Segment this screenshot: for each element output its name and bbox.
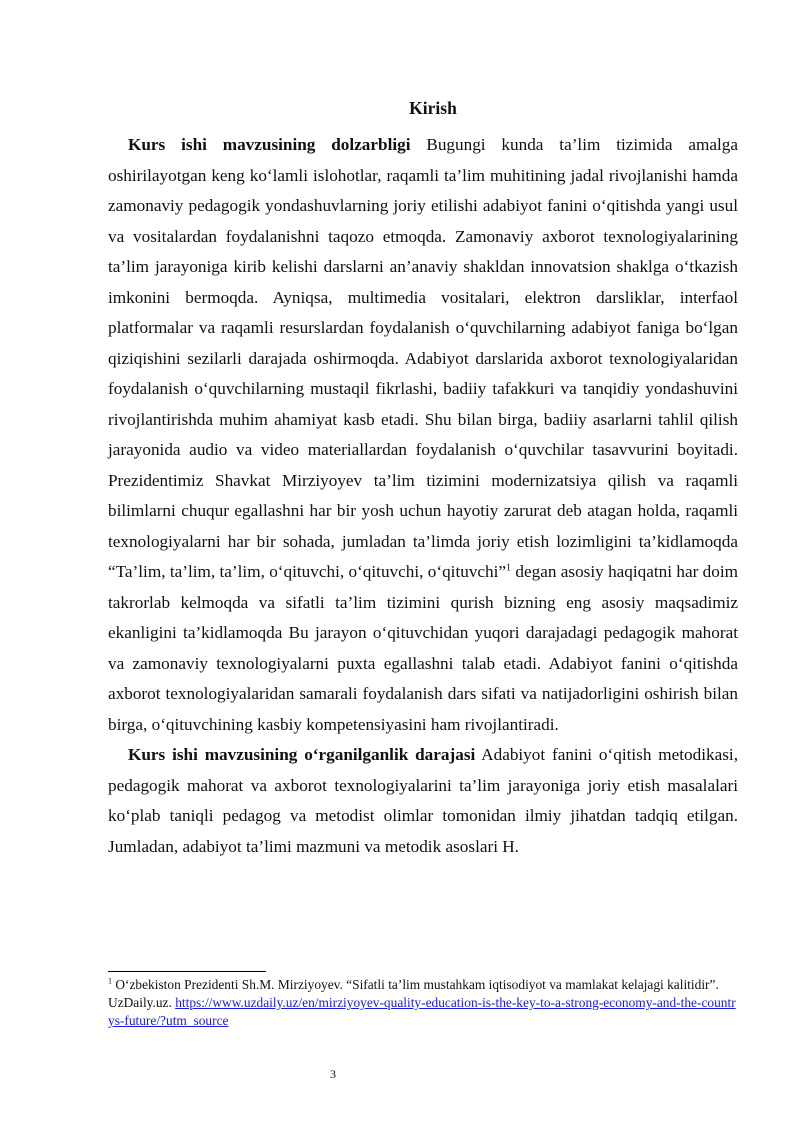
footnote-text: O‘zbekiston Prezidenti Sh.M. Mirziyoyev. “Sifatli ta’lim mustahkam iqtisodiyot va mamlakat kelajagi kalitidir”. UzDaily.uz. [108, 977, 719, 1010]
footnote-mark: 1 [108, 976, 112, 986]
body-text [108, 130, 738, 862]
paragraph-text-study-level: Adabiyot fanini o‘qitish metodikasi, pedagogik mahorat va axborot texnologiyalarini ta’lim jarayoniga joriy etish masalalari ko‘plab taniqli pedagog va metodist olimlar tomonidan ilmiy jihatdan tadqiq etilgan. Jumladan, adabiyot ta’limi mazmuni va metodik asoslari H. [108, 745, 738, 856]
section-title: Kirish [409, 98, 457, 118]
paragraph-study-level [108, 740, 738, 862]
paragraph-text-relevance: Bugungi kunda ta’lim tizimida amalga oshirilayotgan keng ko‘lamli islohotlar, raqamli ta’lim muhitining jadal rivojlanishi hamda zamonaviy pedagogik yondashuvlarning joriy etilishi adabiyot fanini o‘qitishda yangi usul va vositalardan foydalanishni taqozo etmoqda. Zamonaviy axborot texnologiyalarining ta’lim jarayoniga kirib kelishi darslarni an’anaviy shakldan innovatsion shaklga o‘tkazish imkonini bermoqda. Ayniqsa, multimedia vositalari, elektron darsliklar, interfaol platformalar va raqamli resurslardan foydalanish o‘quvchilarning adabiyot faniga bo‘lgan qiziqishini sezilarli darajada oshirmoqda. Adabiyot darslarida axborot texnologiyalaridan foydalanish o‘quvchilarning mustaqil fikrlashi, badiiy tafakkuri va tanqidiy yondashuvini rivojlantirishda muhim ahamiyat kasb etadi. Shu bilan birga, badiiy asarlarni tahlil qilish jarayonida audio va video materiallardan foydalanish o‘quvchilar tasavvurini boyitadi. Prezidentimiz Shavkat Mirziyoyev ta’lim tizimini modernizatsiya qilish va raqamli bilimlarni chuqur egallashni har bir yosh uchun hayotiy zarurat deb atagan holda, raqamli texnologiyalarni har bir sohada, jumladan ta’limda joriy etish lozimligini ta’kidlamoqda “Ta’lim, ta’lim, ta’lim, o‘qituvchi, o‘qituvchi, o‘qituvchi” [108, 135, 738, 581]
footnote-reference[interactable]: 1 [506, 562, 512, 574]
paragraph-lead-study-level: Kurs ishi mavzusining o‘rganilganlik darajasi [128, 745, 476, 764]
paragraph-relevance [108, 130, 738, 740]
page-number: 3 [330, 1067, 336, 1081]
paragraph-text-relevance-cont: degan asosiy haqiqatni har doim takrorlab kelmoqda va sifatli ta’lim tizimini qurish bizning eng asosiy maqsadimiz ekanligini ta’kidlamoqda Bu jarayon o‘qituvchidan yuqori darajadagi pedagogik mahorat va zamonaviy texnologiyalarni puxta egallashni talab etadi. Adabiyot fanini o‘qitishda axborot texnologiyalaridan samarali foydalanish dars sifati va natijadorligini oshirish bilan birga, o‘qituvchining kasbiy kompetensiyasini ham rivojlantiradi. [108, 562, 738, 734]
paragraph-lead-relevance: Kurs ishi mavzusining dolzarbligi [128, 135, 411, 154]
footnote-link[interactable]: https://www.uzdaily.uz/en/mirziyoyev-quality-education-is-the-key-to-a-strong-economy-and-the-countrys-future/?utm_source [108, 995, 736, 1028]
footnote-separator [108, 971, 266, 972]
footnote [108, 976, 738, 1030]
